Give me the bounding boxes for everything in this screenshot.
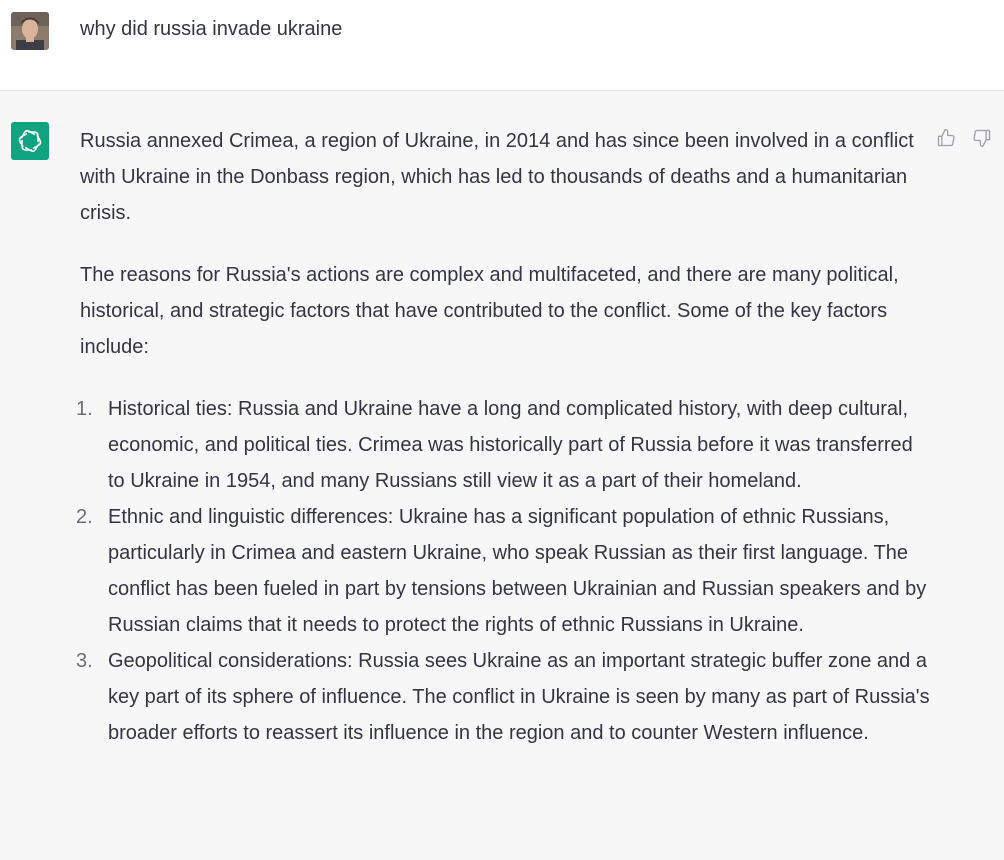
list-item-text: Ethnic and linguistic differences: Ukraine has a significant population of ethnic Russians, particularly in Crimea and eastern Ukraine, who speak Russian as their first language. The conflict has been fueled in part by tensions between Ukrainian and Russian speakers and by Russian claims that it needs to protect the rights of ethnic Russians in Ukraine. [108, 506, 927, 636]
list-item [76, 643, 930, 751]
user-message-row [0, 0, 1004, 91]
list-item-text: Historical ties: Russia and Ukraine have a long and complicated history, with deep cultural, economic, and political ties. Crimea was historically part of Russia before it was transferred to Ukraine in 1954, and many Russians still view it as a part of their homeland. [108, 398, 913, 492]
list-item-number: 3. [76, 650, 93, 672]
openai-logo-icon [11, 122, 49, 160]
user-message-text: why did russia invade ukraine [80, 18, 343, 40]
paragraph: Russia annexed Crimea, a region of Ukraine, in 2014 and has since been involved in a conflict with Ukraine in the Donbass region, which has led to thousands of deaths and a humanitarian crisis. [80, 130, 914, 224]
list-item [76, 499, 930, 643]
list-item-number: 2. [76, 506, 93, 528]
user-avatar [11, 12, 49, 50]
list-item [76, 391, 930, 499]
assistant-message-content [76, 123, 930, 751]
list-item-text: Geopolitical considerations: Russia sees Ukraine as an important strategic buffer zone and a key part of its sphere of influence. The conflict in Ukraine is seen by many as part of Russia's broader efforts to reassert its influence in the region and to counter Western influence. [108, 650, 930, 744]
thumbs-down-icon[interactable] [970, 126, 994, 150]
thumbs-up-icon[interactable] [934, 126, 958, 150]
assistant-message-row [0, 91, 1004, 860]
paragraph: The reasons for Russia's actions are complex and multifaceted, and there are many political, historical, and strategic factors that have contributed to the conflict. Some of the key factors include: [80, 264, 899, 358]
factors-list [76, 391, 930, 751]
list-item-number: 1. [76, 398, 93, 420]
